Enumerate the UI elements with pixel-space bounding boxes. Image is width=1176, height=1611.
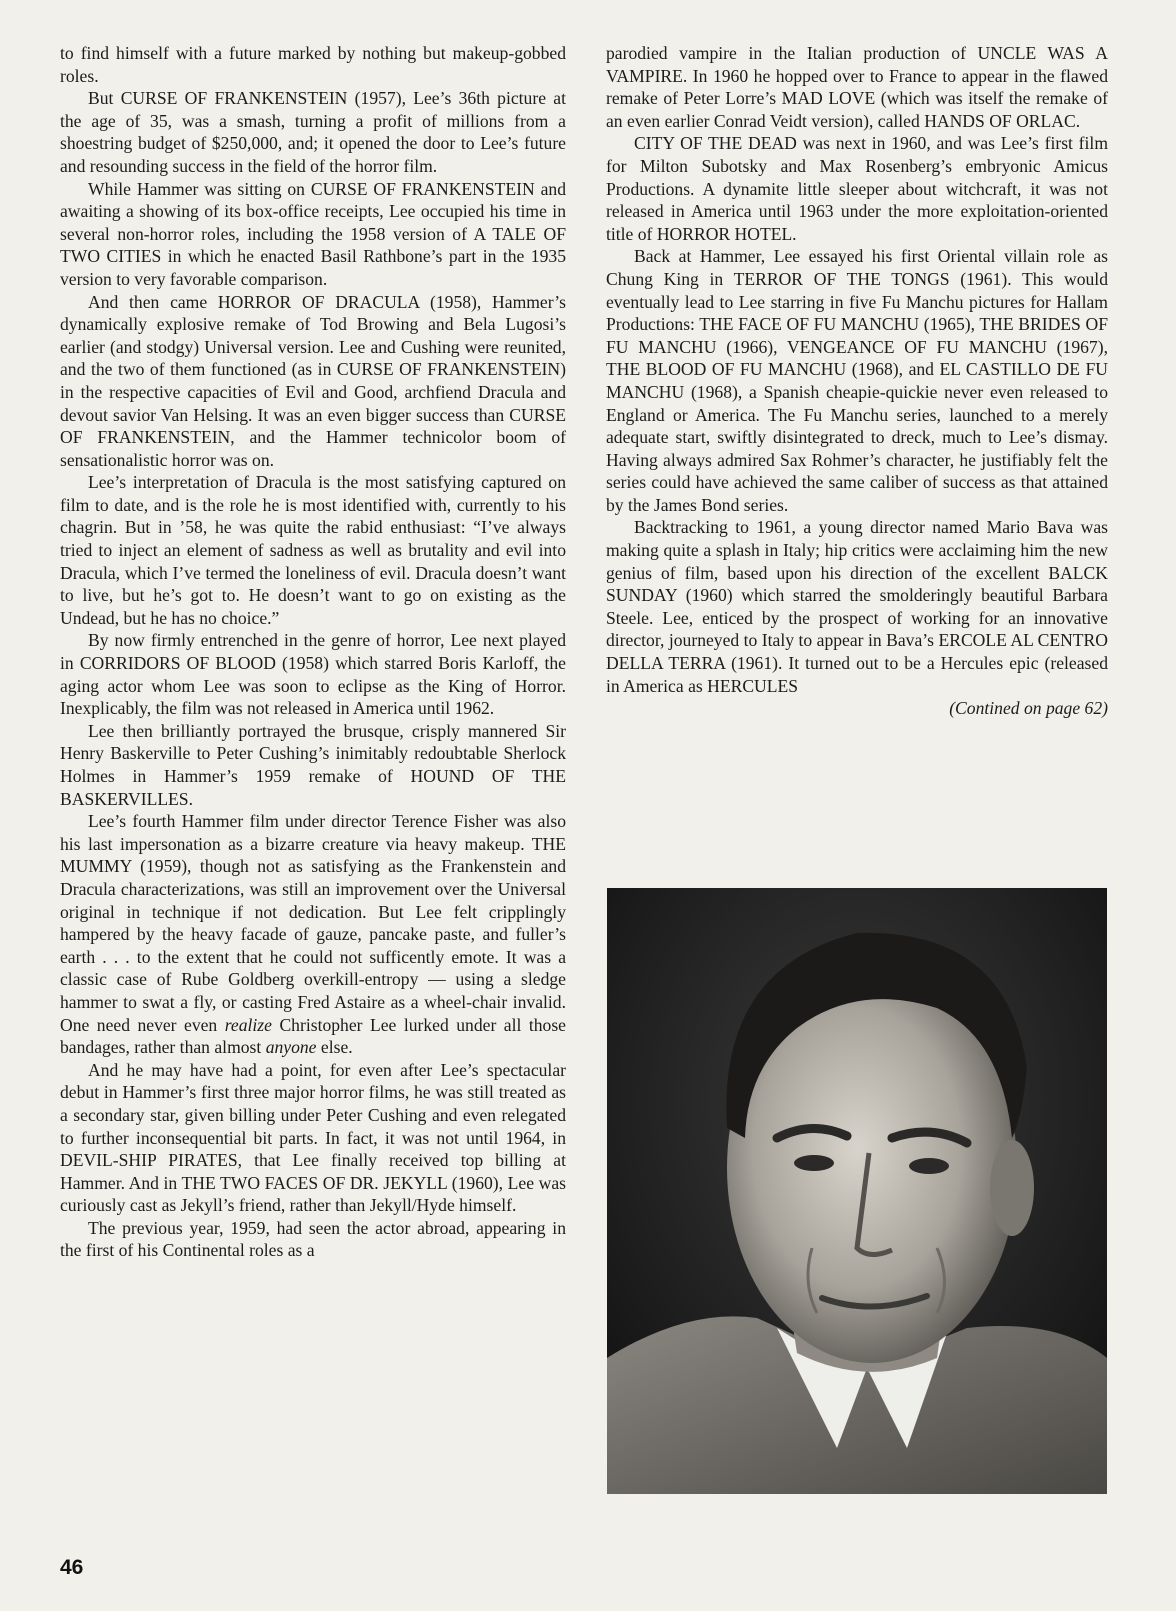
paragraph-with-italics [60, 810, 566, 1059]
paragraph: And then came HORROR OF DRACULA (1958), Hammer’s dynamically explosive remake of Tod Browing and Bela Lugosi’s earlier (and stodgy) Universal version. Lee and Cushing were reunited, and the two of them functioned (as in CURSE OF FRANKENSTEIN) in the respective capacities of Evil and Good, archfiend Dracula and devout savior Van Helsing. It was an even bigger success than CURSE OF FRANKENSTEIN, and the Hammer technicolor boom of sensationalistic horror was on. [60, 291, 566, 470]
text-run: Christopher Lee lurked under all those bandages, rather than almost [60, 1014, 566, 1058]
text-run: else. [320, 1037, 353, 1058]
paragraph: While Hammer was sitting on CURSE OF FRANKENSTEIN and awaiting a showing of its box-office receipts, Lee occupied his time in several non-horror roles, including the 1958 version of A TALE OF TWO CITIES in which he enacted Basil Rathbone’s part in the 1935 version to very favorable comparison. [60, 178, 566, 289]
paragraph: Backtracking to 1961, a young director named Mario Bava was making quite a splash in Italy; hip critics were acclaiming him the new genius of film, based upon his direction of the excellent BALCK SUNDAY (1960) which starred the smolderingly beautiful Barbara Steele. Lee, enticed by the prospect of working for an innovative director, journeyed to Italy to appear in Bava’s ERCOLE AL CENTRO DELLA TERRA (1961). It turned out to be a Hercules epic (released in America as HERCULES [606, 517, 1108, 696]
left-column [60, 42, 566, 1262]
paragraph: And he may have had a point, for even after Lee’s spectacular debut in Hammer’s first three major horror films, he was still treated as a secondary star, given billing under Peter Cushing and even relegated to further inconsequential bit parts. In fact, it was not until 1964, in DEVIL-SHIP PIRATES, that Lee finally received top billing at Hammer. And in THE TWO FACES OF DR. JEKYLL (1960), Lee was curiously cast as Jekyll’s friend, rather than Jekyll/Hyde himself. [60, 1059, 566, 1216]
paragraph: Lee then brilliantly portrayed the brusque, crisply mannered Sir Henry Baskerville to Peter Cushing’s inimitably redoubtable Sherlock Holmes in Hammer’s 1959 remake of HOUND OF THE BASKERVILLES. [60, 720, 566, 809]
paragraph: But CURSE OF FRANKENSTEIN (1957), Lee’s 36th picture at the age of 35, was a smash, turning a profit of millions from a shoestring budget of $250,000, and; it opened the door to Lee’s future and resounding success in the field of the horror film. [60, 88, 566, 176]
italic-run: realize [224, 1014, 272, 1035]
paragraph: CITY OF THE DEAD was next in 1960, and was Lee’s first film for Milton Subotsky and Max Rosenberg’s embryonic Amicus Productions. A dynamite little sleeper about witchcraft, it was not released in America until 1963 under the more exploitation-oriented title of HORROR HOTEL. [606, 133, 1108, 244]
paragraph: Back at Hammer, Lee essayed his first Oriental villain role as Chung King in TERROR OF THE TONGS (1961). This would eventually lead to Lee starring in five Fu Manchu pictures for Hallam Productions: THE FACE OF FU MANCHU (1965), THE BRIDES OF FU MANCHU (1966), VENGEANCE OF FU MANCHU (1967), THE BLOOD OF FU MANCHU (1968), and EL CASTILLO DE FU MANCHU (1968), a Spanish cheapie-quickie never even released to England or America. The Fu Manchu series, launched to a merely adequate start, swiftly disintegrated to dreck, much to Lee’s dismay. Having always admired Sax Rohmer’s character, he justifiably felt the series could have achieved the same caliber of success as that attained by the James Bond series. [606, 246, 1108, 515]
paragraph: Lee’s interpretation of Dracula is the most satisfying captured on film to date, and is the role he is most identified with, currently to his chagrin. But in ’58, he was quite the rabid enthusiast: “I’ve always tried to inject an element of sadness as well as brutality and evil into Dracula, which I’ve termed the loneliness of evil. Dracula doesn’t want to live, but he’s got to. He doesn’t want to go on existing as the Undead, but he has no choice.” [60, 472, 566, 628]
continued-note: (Contined on page 62) [949, 698, 1108, 719]
paragraph: The previous year, 1959, had seen the actor abroad, appearing in the first of his Continental roles as a [60, 1217, 566, 1261]
portrait-photo-icon [607, 888, 1107, 1494]
text-run: Lee’s fourth Hammer film under director Terence Fisher was also his last impersonation as a bizarre creature via heavy makeup. THE MUMMY (1959), though not as satisfying as the Frankenstein and Dracula characterizations, was still an improvement over the Universal original in technique if not dedication. But Lee felt cripplingly hampered by the heavy facade of gauze, pancake paste, and fuller’s earth . . . to the extent that he could not sufficently emote. It was a classic case of Rube Goldberg overkill-entropy — using a sledge hammer to swat a fly, or casting Fred Astaire as a wheel-chair invalid. One need never even [60, 811, 566, 1035]
italic-run: anyone [265, 1037, 317, 1058]
paragraph: to find himself with a future marked by nothing but makeup-gobbed roles. [60, 43, 566, 86]
paragraph: By now firmly entrenched in the genre of horror, Lee next played in CORRIDORS OF BLOOD (1958) which starred Boris Karloff, the aging actor whom Lee was soon to eclipse as the King of Horror. Inexplicably, the film was not released in America until 1962. [60, 630, 566, 719]
page-number: 46 [60, 1556, 84, 1579]
portrait-photo [607, 888, 1107, 1494]
right-column [606, 42, 1108, 720]
paragraph: parodied vampire in the Italian production of UNCLE WAS A VAMPIRE. In 1960 he hopped over to France to appear in the flawed remake of Peter Lorre’s MAD LOVE (which was itself the remake of an even earlier Conrad Veidt version), called HANDS OF ORLAC. [606, 43, 1108, 131]
